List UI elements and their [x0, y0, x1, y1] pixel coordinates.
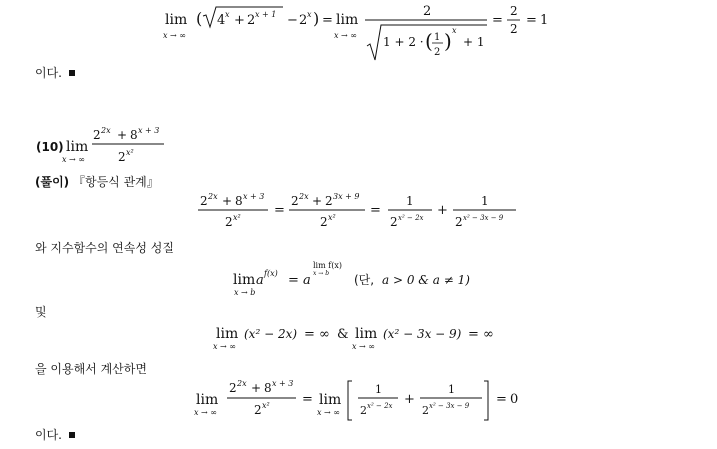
- svg-text:x → ∞: x → ∞: [352, 342, 375, 351]
- svg-text:2: 2: [510, 4, 518, 18]
- svg-text:2: 2: [434, 47, 441, 58]
- svg-text:x²: x²: [126, 148, 134, 157]
- text-line-5: [35, 426, 75, 443]
- svg-text:1: 1: [375, 383, 382, 396]
- svg-text:2: 2: [254, 403, 262, 417]
- svg-text:3x + 9: 3x + 9: [333, 192, 360, 201]
- svg-text:+: +: [222, 194, 233, 208]
- svg-text:x → b: x → b: [234, 288, 256, 297]
- svg-text:+: +: [437, 203, 448, 218]
- problem-10: [0, 124, 717, 174]
- svg-text:x: x: [307, 10, 312, 19]
- svg-text:=: =: [468, 327, 479, 342]
- end-mark-icon: [69, 432, 75, 438]
- svg-text:=: =: [370, 203, 381, 218]
- svg-text:a: a: [256, 273, 264, 288]
- svg-text:2: 2: [247, 13, 256, 28]
- svg-text:x² − 2x: x² − 2x: [367, 402, 393, 410]
- svg-text:(: (: [425, 29, 433, 53]
- svg-text:2: 2: [390, 215, 398, 229]
- svg-text:2: 2: [93, 128, 101, 142]
- svg-text:lim: lim: [355, 326, 378, 342]
- svg-text:2: 2: [200, 194, 208, 208]
- svg-text:lim: lim: [66, 139, 89, 155]
- text-line-2: 와 지수함수의 연속성 성질: [35, 241, 174, 255]
- svg-text:2: 2: [291, 194, 299, 208]
- solution-title: 『항등식 관계』: [72, 175, 159, 189]
- svg-text:1 + 2 ·: 1 + 2 ·: [383, 35, 424, 49]
- svg-text:2x: 2x: [208, 192, 218, 201]
- svg-text:=: =: [492, 13, 503, 28]
- svg-text:1: 1: [540, 13, 549, 28]
- paren-open: (: [196, 9, 203, 28]
- svg-text:lim: lim: [336, 12, 359, 28]
- svg-text:2: 2: [510, 22, 518, 36]
- svg-text:x: x: [225, 10, 230, 19]
- svg-text:(단,: (단,: [354, 273, 375, 287]
- svg-text:x²: x²: [262, 401, 270, 410]
- svg-text:x → ∞: x → ∞: [62, 155, 85, 164]
- svg-text:x → ∞: x → ∞: [163, 31, 186, 40]
- svg-text:x: x: [452, 26, 457, 35]
- svg-text:(x² − 3x − 9): (x² − 3x − 9): [383, 327, 462, 341]
- svg-text:+: +: [404, 392, 415, 407]
- svg-text:(x² − 2x): (x² − 2x): [244, 327, 298, 341]
- svg-text:x → ∞: x → ∞: [213, 342, 236, 351]
- svg-text:x + 3: x + 3: [138, 126, 160, 135]
- end-mark-icon: [69, 70, 75, 76]
- svg-text:2x: 2x: [101, 126, 111, 135]
- svg-text:2: 2: [118, 150, 126, 164]
- svg-text:lim f(x): lim f(x): [313, 261, 342, 270]
- svg-text:2: 2: [360, 404, 367, 417]
- svg-text:(10): (10): [36, 140, 64, 154]
- left-bracket: [348, 381, 352, 420]
- svg-text:2: 2: [455, 215, 463, 229]
- svg-text:x + 3: x + 3: [243, 192, 265, 201]
- svg-text:x² − 3x − 9: x² − 3x − 9: [429, 402, 470, 410]
- svg-text:=: =: [288, 273, 299, 288]
- svg-text:lim: lim: [165, 12, 188, 28]
- svg-text:=: =: [274, 203, 285, 218]
- paragraph-text: 이다.: [35, 66, 62, 80]
- svg-text:0: 0: [510, 392, 519, 407]
- svg-text:lim: lim: [216, 326, 239, 342]
- final-equation: [0, 376, 717, 422]
- svg-text:=: =: [496, 392, 507, 407]
- svg-text:1: 1: [481, 194, 489, 208]
- svg-text:8: 8: [264, 381, 272, 395]
- svg-text:&: &: [337, 327, 349, 342]
- svg-text:lim: lim: [196, 392, 219, 408]
- paragraph-text: 이다.: [35, 428, 62, 442]
- svg-text:): ): [444, 29, 452, 53]
- svg-text:2: 2: [229, 381, 237, 395]
- right-bracket: [484, 381, 488, 420]
- svg-text:2x: 2x: [299, 192, 309, 201]
- svg-text:+ 1: + 1: [463, 35, 485, 49]
- svg-text:x → b: x → b: [313, 270, 330, 277]
- svg-text:a > 0 & a ≠ 1): a > 0 & a ≠ 1): [382, 273, 470, 287]
- svg-text:): ): [313, 9, 320, 28]
- text-line-4: 을 이용해서 계산하면: [35, 362, 147, 376]
- svg-text:2: 2: [320, 215, 328, 229]
- svg-text:a: a: [303, 273, 311, 288]
- svg-text:−: −: [287, 13, 298, 28]
- identity-equation: [0, 190, 717, 235]
- limits-pair-equation: [0, 318, 717, 354]
- continuity-equation: [0, 256, 717, 300]
- svg-text:1: 1: [406, 194, 414, 208]
- svg-text:=: =: [526, 13, 537, 28]
- svg-text:x + 3: x + 3: [272, 379, 294, 388]
- svg-text:2: 2: [299, 13, 308, 28]
- svg-text:=: =: [322, 13, 333, 28]
- svg-text:f(x): f(x): [264, 269, 278, 278]
- svg-text:x² − 2x: x² − 2x: [398, 214, 424, 222]
- svg-text:+: +: [117, 128, 128, 142]
- solution-header: [35, 173, 159, 190]
- top-equation: [0, 0, 717, 72]
- svg-text:2: 2: [423, 4, 432, 19]
- top-lim: [163, 12, 187, 40]
- svg-text:x + 1: x + 1: [255, 10, 277, 19]
- svg-text:x → ∞: x → ∞: [194, 408, 217, 417]
- svg-text:1: 1: [434, 32, 441, 43]
- svg-text:x → ∞: x → ∞: [317, 408, 340, 417]
- solution-label: (풀이): [35, 175, 70, 189]
- svg-text:+: +: [251, 381, 262, 395]
- svg-text:x²: x²: [328, 213, 336, 222]
- svg-text:1: 1: [448, 383, 455, 396]
- svg-text:+: +: [312, 194, 323, 208]
- svg-text:2: 2: [225, 215, 233, 229]
- text-line-3: 및: [35, 305, 47, 319]
- svg-text:∞: ∞: [319, 327, 330, 342]
- svg-text:x² − 3x − 9: x² − 3x − 9: [463, 214, 504, 222]
- svg-text:2: 2: [325, 194, 333, 208]
- svg-text:4: 4: [217, 13, 226, 28]
- svg-text:x → ∞: x → ∞: [334, 31, 357, 40]
- svg-text:2: 2: [422, 404, 429, 417]
- svg-text:lim: lim: [233, 272, 256, 288]
- svg-text:∞: ∞: [483, 327, 494, 342]
- svg-text:lim: lim: [319, 392, 342, 408]
- svg-text:8: 8: [235, 194, 243, 208]
- svg-text:8: 8: [130, 128, 138, 142]
- svg-text:2x: 2x: [237, 379, 247, 388]
- svg-text:=: =: [304, 327, 315, 342]
- svg-text:+: +: [234, 13, 245, 28]
- svg-text:=: =: [302, 392, 313, 407]
- text-line-1: [35, 64, 75, 81]
- svg-text:x²: x²: [233, 213, 241, 222]
- top-lim-2: [334, 12, 358, 40]
